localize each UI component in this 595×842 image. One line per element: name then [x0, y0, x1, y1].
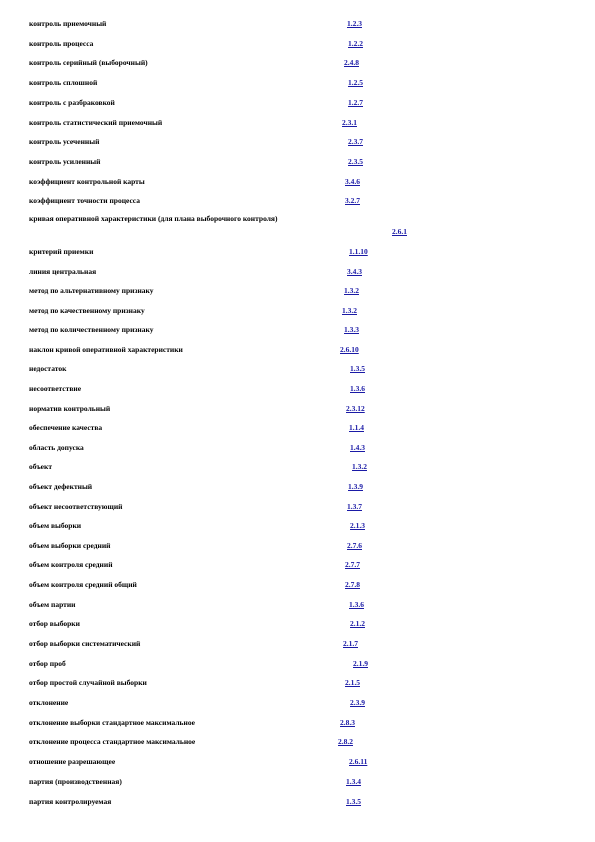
index-reference-link[interactable]: 1.4.3	[350, 443, 365, 452]
index-term: критерий приемки	[29, 247, 94, 256]
index-reference-link[interactable]: 2.3.7	[348, 137, 363, 146]
index-entry	[0, 639, 595, 653]
index-term: отбор простой случайной выборки	[29, 678, 147, 687]
index-term: контроль статистический приемочный	[29, 118, 163, 127]
index-term: наклон кривой оперативной характеристики	[29, 345, 183, 354]
index-term: отбор выборки систематический	[29, 639, 141, 648]
index-entry	[0, 619, 595, 633]
index-entry	[0, 157, 595, 171]
index-reference-link[interactable]: 1.2.2	[348, 39, 363, 48]
index-entry	[0, 325, 595, 339]
index-term: отклонение выборки стандартное максимальное	[29, 718, 195, 727]
index-reference-link[interactable]: 1.3.5	[346, 797, 361, 806]
index-entry	[0, 600, 595, 614]
index-entry	[0, 267, 595, 281]
index-reference-link[interactable]: 2.4.8	[344, 58, 359, 67]
index-reference-link[interactable]: 2.8.2	[338, 737, 353, 746]
index-term: партия контролируемая	[29, 797, 112, 806]
index-reference-link[interactable]: 2.6.11	[349, 757, 368, 766]
index-reference-link[interactable]: 3.2.7	[345, 196, 360, 205]
index-entry	[0, 247, 595, 261]
index-term: отношение разрешающее	[29, 757, 116, 766]
index-reference-link[interactable]: 2.7.6	[347, 541, 362, 550]
index-reference-link[interactable]: 2.7.7	[345, 560, 360, 569]
index-reference-link[interactable]: 2.1.9	[353, 659, 368, 668]
index-term: коэффициент контрольной карты	[29, 177, 145, 186]
index-entry	[0, 777, 595, 791]
index-term: кривая оперативной характеристики (для плана выборочного контроля)	[29, 214, 278, 223]
index-entry	[0, 214, 595, 238]
index-entry	[0, 502, 595, 516]
index-term: коэффициент точности процесса	[29, 196, 140, 205]
index-reference-link[interactable]: 2.3.5	[348, 157, 363, 166]
index-term: область допуска	[29, 443, 84, 452]
index-entry	[0, 757, 595, 771]
index-term: объект дефектный	[29, 482, 93, 491]
index-term: объем партии	[29, 600, 76, 609]
index-reference-link[interactable]: 1.2.7	[348, 98, 363, 107]
index-reference-link[interactable]: 2.1.7	[343, 639, 358, 648]
index-term: отбор проб	[29, 659, 66, 668]
index-entry	[0, 98, 595, 112]
index-entry	[0, 39, 595, 53]
index-term: метод по качественному признаку	[29, 306, 145, 315]
index-term: объем выборки	[29, 521, 82, 530]
index-term: контроль с разбраковкой	[29, 98, 115, 107]
index-entry	[0, 177, 595, 191]
index-reference-link[interactable]: 1.2.3	[347, 19, 362, 28]
index-reference-link[interactable]: 1.1.4	[349, 423, 364, 432]
index-reference-link[interactable]: 1.3.9	[348, 482, 363, 491]
index-reference-link[interactable]: 2.6.10	[340, 345, 359, 354]
index-term: контроль усиленный	[29, 157, 101, 166]
index-term: обеспечение качества	[29, 423, 103, 432]
index-reference-link[interactable]: 3.4.3	[347, 267, 362, 276]
index-term: объект несоответствующий	[29, 502, 123, 511]
index-entry	[0, 521, 595, 535]
index-reference-link[interactable]: 1.3.3	[344, 325, 359, 334]
index-entry	[0, 78, 595, 92]
index-term: контроль процесса	[29, 39, 94, 48]
index-term: отклонение процесса стандартное максимальное	[29, 737, 196, 746]
index-term: контроль приемочный	[29, 19, 107, 28]
index-reference-link[interactable]: 1.3.6	[350, 384, 365, 393]
index-reference-link[interactable]: 2.1.5	[345, 678, 360, 687]
index-reference-link[interactable]: 2.3.9	[350, 698, 365, 707]
index-entry	[0, 659, 595, 673]
index-reference-link[interactable]: 2.3.12	[346, 404, 365, 413]
index-entry	[0, 797, 595, 811]
index-term: партия (производственная)	[29, 777, 122, 786]
index-term: контроль сплошной	[29, 78, 98, 87]
index-entry	[0, 462, 595, 476]
index-term: объем контроля средний	[29, 560, 113, 569]
index-entry	[0, 678, 595, 692]
index-entry	[0, 19, 595, 33]
index-reference-link[interactable]: 1.3.7	[347, 502, 362, 511]
index-term: несоответствие	[29, 384, 82, 393]
index-reference-link[interactable]: 1.3.5	[350, 364, 365, 373]
index-entry	[0, 560, 595, 574]
index-entry	[0, 423, 595, 437]
index-entry	[0, 698, 595, 712]
index-reference-link[interactable]: 1.3.4	[346, 777, 361, 786]
index-reference-link[interactable]: 1.3.2	[344, 286, 359, 295]
index-reference-link[interactable]: 1.3.6	[349, 600, 364, 609]
index-entry	[0, 196, 595, 210]
index-entry	[0, 482, 595, 496]
index-term: объект	[29, 462, 53, 471]
index-entry	[0, 345, 595, 359]
index-entry	[0, 384, 595, 398]
index-term: отклонение	[29, 698, 69, 707]
index-entry	[0, 580, 595, 594]
index-term: отбор выборки	[29, 619, 80, 628]
index-term: объем контроля средний общий	[29, 580, 137, 589]
index-entry	[0, 443, 595, 457]
index-term: линия центральная	[29, 267, 97, 276]
index-entry	[0, 718, 595, 732]
index-reference-link[interactable]: 2.1.2	[350, 619, 365, 628]
index-entry	[0, 541, 595, 555]
index-reference-link[interactable]: 1.3.2	[342, 306, 357, 315]
index-entry	[0, 404, 595, 418]
index-reference-link[interactable]: 1.2.5	[348, 78, 363, 87]
index-term: объем выборки средний	[29, 541, 111, 550]
index-term: недостаток	[29, 364, 67, 373]
index-entry	[0, 58, 595, 72]
index-reference-link[interactable]: 2.7.8	[345, 580, 360, 589]
index-reference-link[interactable]: 2.3.1	[342, 118, 357, 127]
index-reference-link[interactable]: 2.6.1	[392, 227, 407, 236]
index-term: метод по альтернативному признаку	[29, 286, 154, 295]
index-reference-link[interactable]: 1.1.10	[349, 247, 368, 256]
index-term: метод по количественному признаку	[29, 325, 154, 334]
index-term: норматив контрольный	[29, 404, 111, 413]
index-entry	[0, 286, 595, 300]
index-entry	[0, 737, 595, 751]
index-entry	[0, 364, 595, 378]
index-term: контроль усеченный	[29, 137, 100, 146]
index-entry	[0, 118, 595, 132]
index-reference-link[interactable]: 1.3.2	[352, 462, 367, 471]
index-reference-link[interactable]: 2.1.3	[350, 521, 365, 530]
index-entry	[0, 137, 595, 151]
index-entry	[0, 306, 595, 320]
index-reference-link[interactable]: 3.4.6	[345, 177, 360, 186]
index-reference-link[interactable]: 2.8.3	[340, 718, 355, 727]
index-term: контроль серийный (выборочный)	[29, 58, 148, 67]
